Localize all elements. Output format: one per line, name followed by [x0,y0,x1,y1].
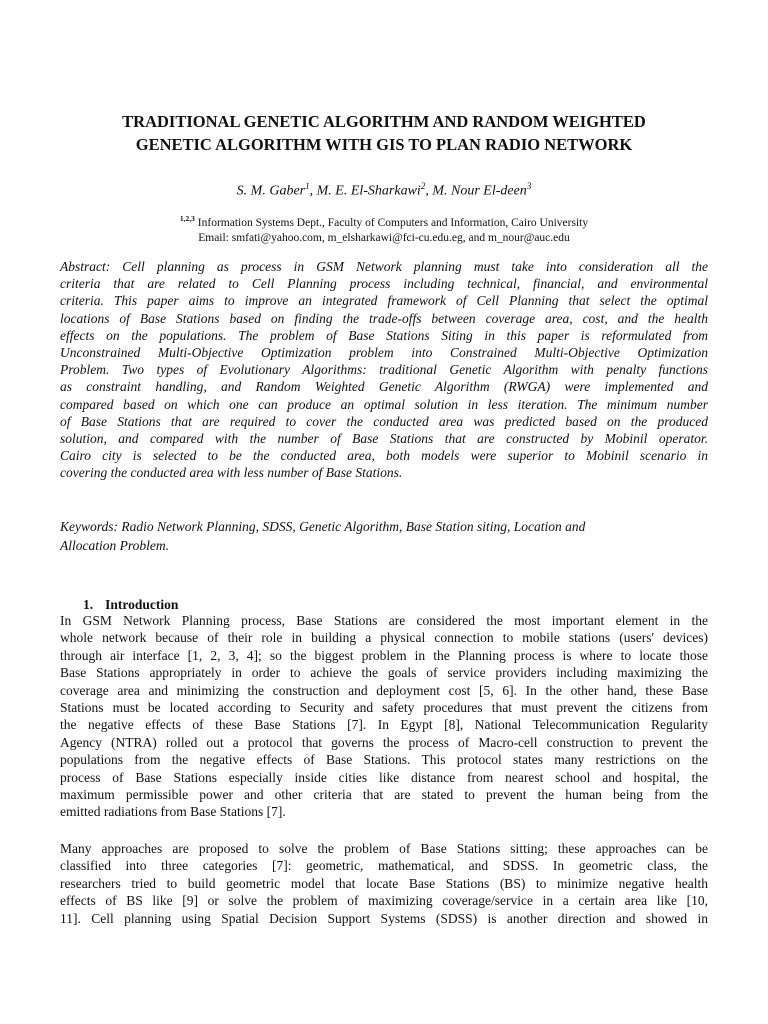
body-line: Stations must be located according to Security and safety procedures that must prevent the citizens from [60,700,708,716]
paper-title [0,110,768,156]
body-line: emitted radiations from Base Stations [7]. [60,804,286,820]
affiliation-block [0,211,768,246]
author-affiliation-mark: 3 [526,181,532,191]
title-line: GENETIC ALGORITHM WITH GIS TO PLAN RADIO NETWORK [135,135,633,154]
author-list [0,177,768,201]
abstract-line: locations of Base Stations based on finding the trade-offs between coverage area, cost, and the health [60,310,708,326]
abstract-line: Cairo city is selected to be the conducted area, both models were superior to Mobinil scenario in [60,448,708,464]
abstract-line: Problem. Two types of Evolutionary Algorithms: traditional Genetic Algorithm with penalty functions [60,362,708,378]
body-line: coverage area and minimizing the construction and deployment cost [5, 6]. In the other hand, these Base [60,682,708,698]
body-line: populations from the negative effects of Base Stations. This protocol states many restrictions on the [60,752,708,768]
abstract-line: Unconstrained Multi-Objective Optimization problem into Constrained Multi-Objective Optimization [60,345,708,361]
keywords-line: Keywords: Radio Network Planning, SDSS, Genetic Algorithm, Base Station siting, Location and [60,519,586,534]
author-name: , M. Nour El-deen [425,183,527,199]
abstract [60,258,708,482]
author-name: , M. E. El-Sharkawi [309,183,421,199]
intro-paragraph-1 [60,612,708,821]
abstract-line: criteria. This paper aims to improve an integrated framework of Cell Planning that select the optimal [60,293,708,309]
body-line: 11]. Cell planning using Spatial Decision Support Systems (SDSS) is another direction and showed in [60,910,708,926]
section-title: Introduction [105,597,179,612]
abstract-line: of Base Stations that are required to cover the conducted area was predicted based on the produced [60,413,708,429]
abstract-line: compared based on which one can produce an optimal solution in less iteration. The minimum number [60,396,708,412]
abstract-line: Abstract: Cell planning as process in GSM Network planning must take into consideration all the [60,259,708,274]
abstract-line: solution, and compared with the number of Base Stations that are constructed by Mobinil operator. [60,431,708,447]
affiliation-text: Information Systems Dept., Faculty of Computers and Information, Cairo University [194,216,589,229]
author-affiliation-mark: 2 [420,181,426,191]
author-affiliation-mark: 1 [305,181,310,191]
affiliation-line [0,211,768,231]
body-line: whole network because of their role in building a physical connection to mobile stations (users' devices) [60,630,708,646]
body-line: the negative effects of these Base Stations [7]. In Egypt [8], National Telecommunication Regularity [60,717,708,733]
body-line: through air interface [1, 2, 3, 4]; so the biggest problem in the Planning process is where to locate those [60,647,708,663]
keywords-line: Allocation Problem. [60,538,169,553]
body-line: Base Stations appropriately in order to achieve the goals of service providers including maximizing the [60,665,708,681]
body-line: researchers tried to build geometric model that locate Base Stations (BS) to minimize negative health [60,875,708,891]
abstract-line: covering the conducted area with less number of Base Stations. [60,465,403,481]
body-line: effects of BS like [9] or solve the problem of maximizing coverage/service in a certain area like [10, [60,893,708,909]
intro-paragraph-2 [60,840,708,927]
abstract-line: effects on the populations. The problem of Base Stations Siting in this paper is reformulated from [60,327,708,343]
keywords [60,517,708,555]
body-line: Agency (NTRA) rolled out a protocol that governs the process of Macro-cell construction to prevent the [60,734,708,750]
author-name: S. M. Gaber [236,183,306,199]
body-line: process of Base Stations especially inside cities like distance from nearest school and hospital, the [60,769,708,785]
body-line: Many approaches are proposed to solve the problem of Base Stations sitting; these approaches can be [60,841,708,856]
body-line: maximum permissible power and other criteria that are stated to prevent the human being from the [60,787,708,803]
section-number: 1. [83,597,94,612]
abstract-line: criteria that are related to Cell Planning process including technical, financial, and environmental [60,276,708,292]
title-line: TRADITIONAL GENETIC ALGORITHM AND RANDOM WEIGHTED [122,112,646,131]
affiliation-mark: 1,2,3 [179,214,195,223]
abstract-line: as constraint handling, and Random Weighted Genetic Algorithm (RWGA) were implemented and [60,379,708,395]
section-heading-introduction [83,596,178,613]
email-line: Email: smfati@yahoo.com, m_elsharkawi@fci-cu.edu.eg, and m_nour@auc.edu [198,231,570,244]
body-line: In GSM Network Planning process, Base Stations are considered the most important element in the [60,613,708,628]
body-line: classified into three categories [7]: geometric, mathematical, and SDSS. In geometric class, the [60,858,708,874]
